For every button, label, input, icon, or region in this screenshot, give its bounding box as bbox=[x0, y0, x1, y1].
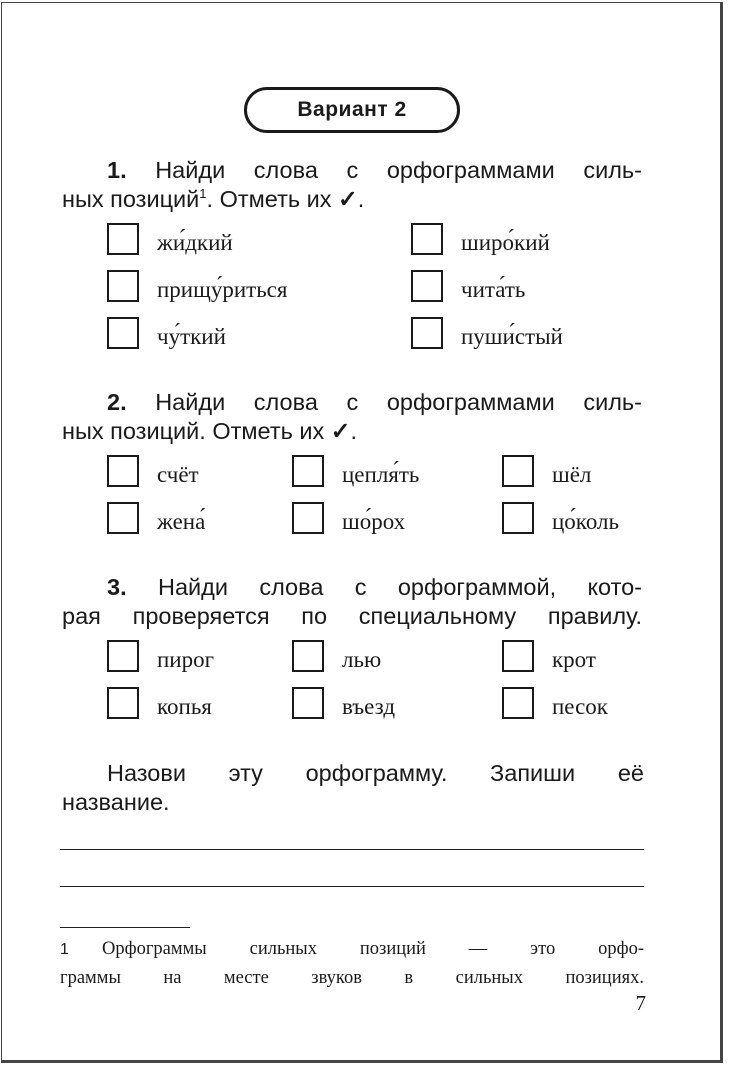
checkbox[interactable] bbox=[107, 455, 139, 487]
task-1-line-1-text: Найди слова с орфограммами силь- bbox=[155, 157, 642, 183]
task-3-number: 3. bbox=[107, 574, 127, 600]
task-2-number: 2. bbox=[107, 389, 127, 415]
checkbox[interactable] bbox=[292, 640, 324, 672]
option-word: въезд bbox=[342, 694, 396, 719]
option-word: счёт bbox=[157, 462, 199, 487]
checkbox[interactable] bbox=[107, 687, 139, 719]
answer-line-1[interactable] bbox=[60, 849, 644, 850]
option-word: шёл bbox=[552, 462, 592, 487]
option-word: шо́рох bbox=[342, 509, 406, 534]
footnote-line-2: граммы на месте звуков в сильных позициях. bbox=[60, 968, 644, 988]
checkbox[interactable] bbox=[411, 270, 443, 302]
option-word: песок bbox=[552, 694, 608, 719]
checkmark-icon: ✓ bbox=[338, 186, 358, 212]
checkbox[interactable] bbox=[502, 455, 534, 487]
page-number: 7 bbox=[635, 991, 646, 1015]
task-1-line-2 bbox=[62, 185, 642, 214]
task-1-text bbox=[62, 156, 642, 214]
option-word: чита́ть bbox=[461, 277, 526, 302]
task-4-line-1: Назови эту орфограмму. Запиши её bbox=[107, 760, 644, 786]
task-2-line-1 bbox=[62, 388, 642, 417]
task-3-text bbox=[62, 573, 642, 631]
answer-line-2[interactable] bbox=[60, 886, 644, 887]
checkbox[interactable] bbox=[411, 223, 443, 255]
checkbox[interactable] bbox=[107, 270, 139, 302]
option-word: цепля́ть bbox=[342, 462, 420, 487]
task-1-period: . bbox=[357, 186, 365, 212]
option-word: копья bbox=[157, 694, 212, 719]
footnote-line-1-text: Орфограммы сильных позиций — это орфо- bbox=[102, 939, 644, 959]
checkbox[interactable] bbox=[107, 640, 139, 672]
option-word: пирог bbox=[157, 647, 215, 672]
option-word: широ́кий bbox=[461, 230, 550, 255]
checkbox[interactable] bbox=[502, 502, 534, 534]
checkbox[interactable] bbox=[292, 455, 324, 487]
footnote-number: 1 bbox=[60, 941, 69, 958]
option-word: цо́коль bbox=[552, 509, 619, 534]
task-4-line-2: название. bbox=[62, 789, 170, 815]
task-3-line-1 bbox=[62, 573, 642, 602]
footnote bbox=[60, 935, 644, 992]
checkbox[interactable] bbox=[107, 317, 139, 349]
option-word: чу́ткий bbox=[157, 324, 226, 349]
variant-title-box bbox=[244, 87, 460, 133]
checkbox[interactable] bbox=[502, 687, 534, 719]
option-word: пуши́стый bbox=[461, 324, 563, 349]
option-word: крот bbox=[552, 647, 596, 672]
option-word: жи́дкий bbox=[157, 230, 233, 255]
variant-title: Вариант 2 bbox=[297, 98, 407, 121]
option-word: жена́ bbox=[157, 509, 206, 534]
checkmark-icon: ✓ bbox=[330, 418, 351, 444]
option-word: лью bbox=[342, 647, 382, 672]
checkbox[interactable] bbox=[411, 317, 443, 349]
page-frame bbox=[1, 2, 723, 1063]
task-2-line-2 bbox=[62, 417, 642, 446]
checkbox[interactable] bbox=[502, 640, 534, 672]
task-1-number: 1. bbox=[107, 157, 127, 183]
task-4-text bbox=[62, 759, 644, 817]
task-3-line-2: рая проверяется по специальному правилу. bbox=[62, 603, 642, 629]
checkbox[interactable] bbox=[292, 687, 324, 719]
checkbox[interactable] bbox=[292, 502, 324, 534]
task-1-line-2-post: . Отметь их bbox=[206, 186, 332, 212]
task-1-line-1 bbox=[62, 156, 642, 185]
option-word: прищу́риться bbox=[157, 277, 288, 302]
task-2-line-1-text: Найди слова с орфограммами силь- bbox=[155, 389, 642, 415]
task-2-text bbox=[62, 388, 642, 446]
checkbox[interactable] bbox=[107, 223, 139, 255]
checkbox[interactable] bbox=[107, 502, 139, 534]
task-3-line-1-text: Найди слова с орфограммой, кото- bbox=[157, 574, 642, 600]
task-1-line-2-pre: ных позиций bbox=[62, 186, 200, 212]
task-2-period: . bbox=[350, 418, 358, 444]
footnote-separator bbox=[60, 927, 190, 928]
footnote-line-1 bbox=[60, 935, 644, 964]
footnote-ref: 1 bbox=[199, 186, 207, 202]
task-2-line-2-text: ных позиций. Отметь их bbox=[62, 418, 325, 444]
